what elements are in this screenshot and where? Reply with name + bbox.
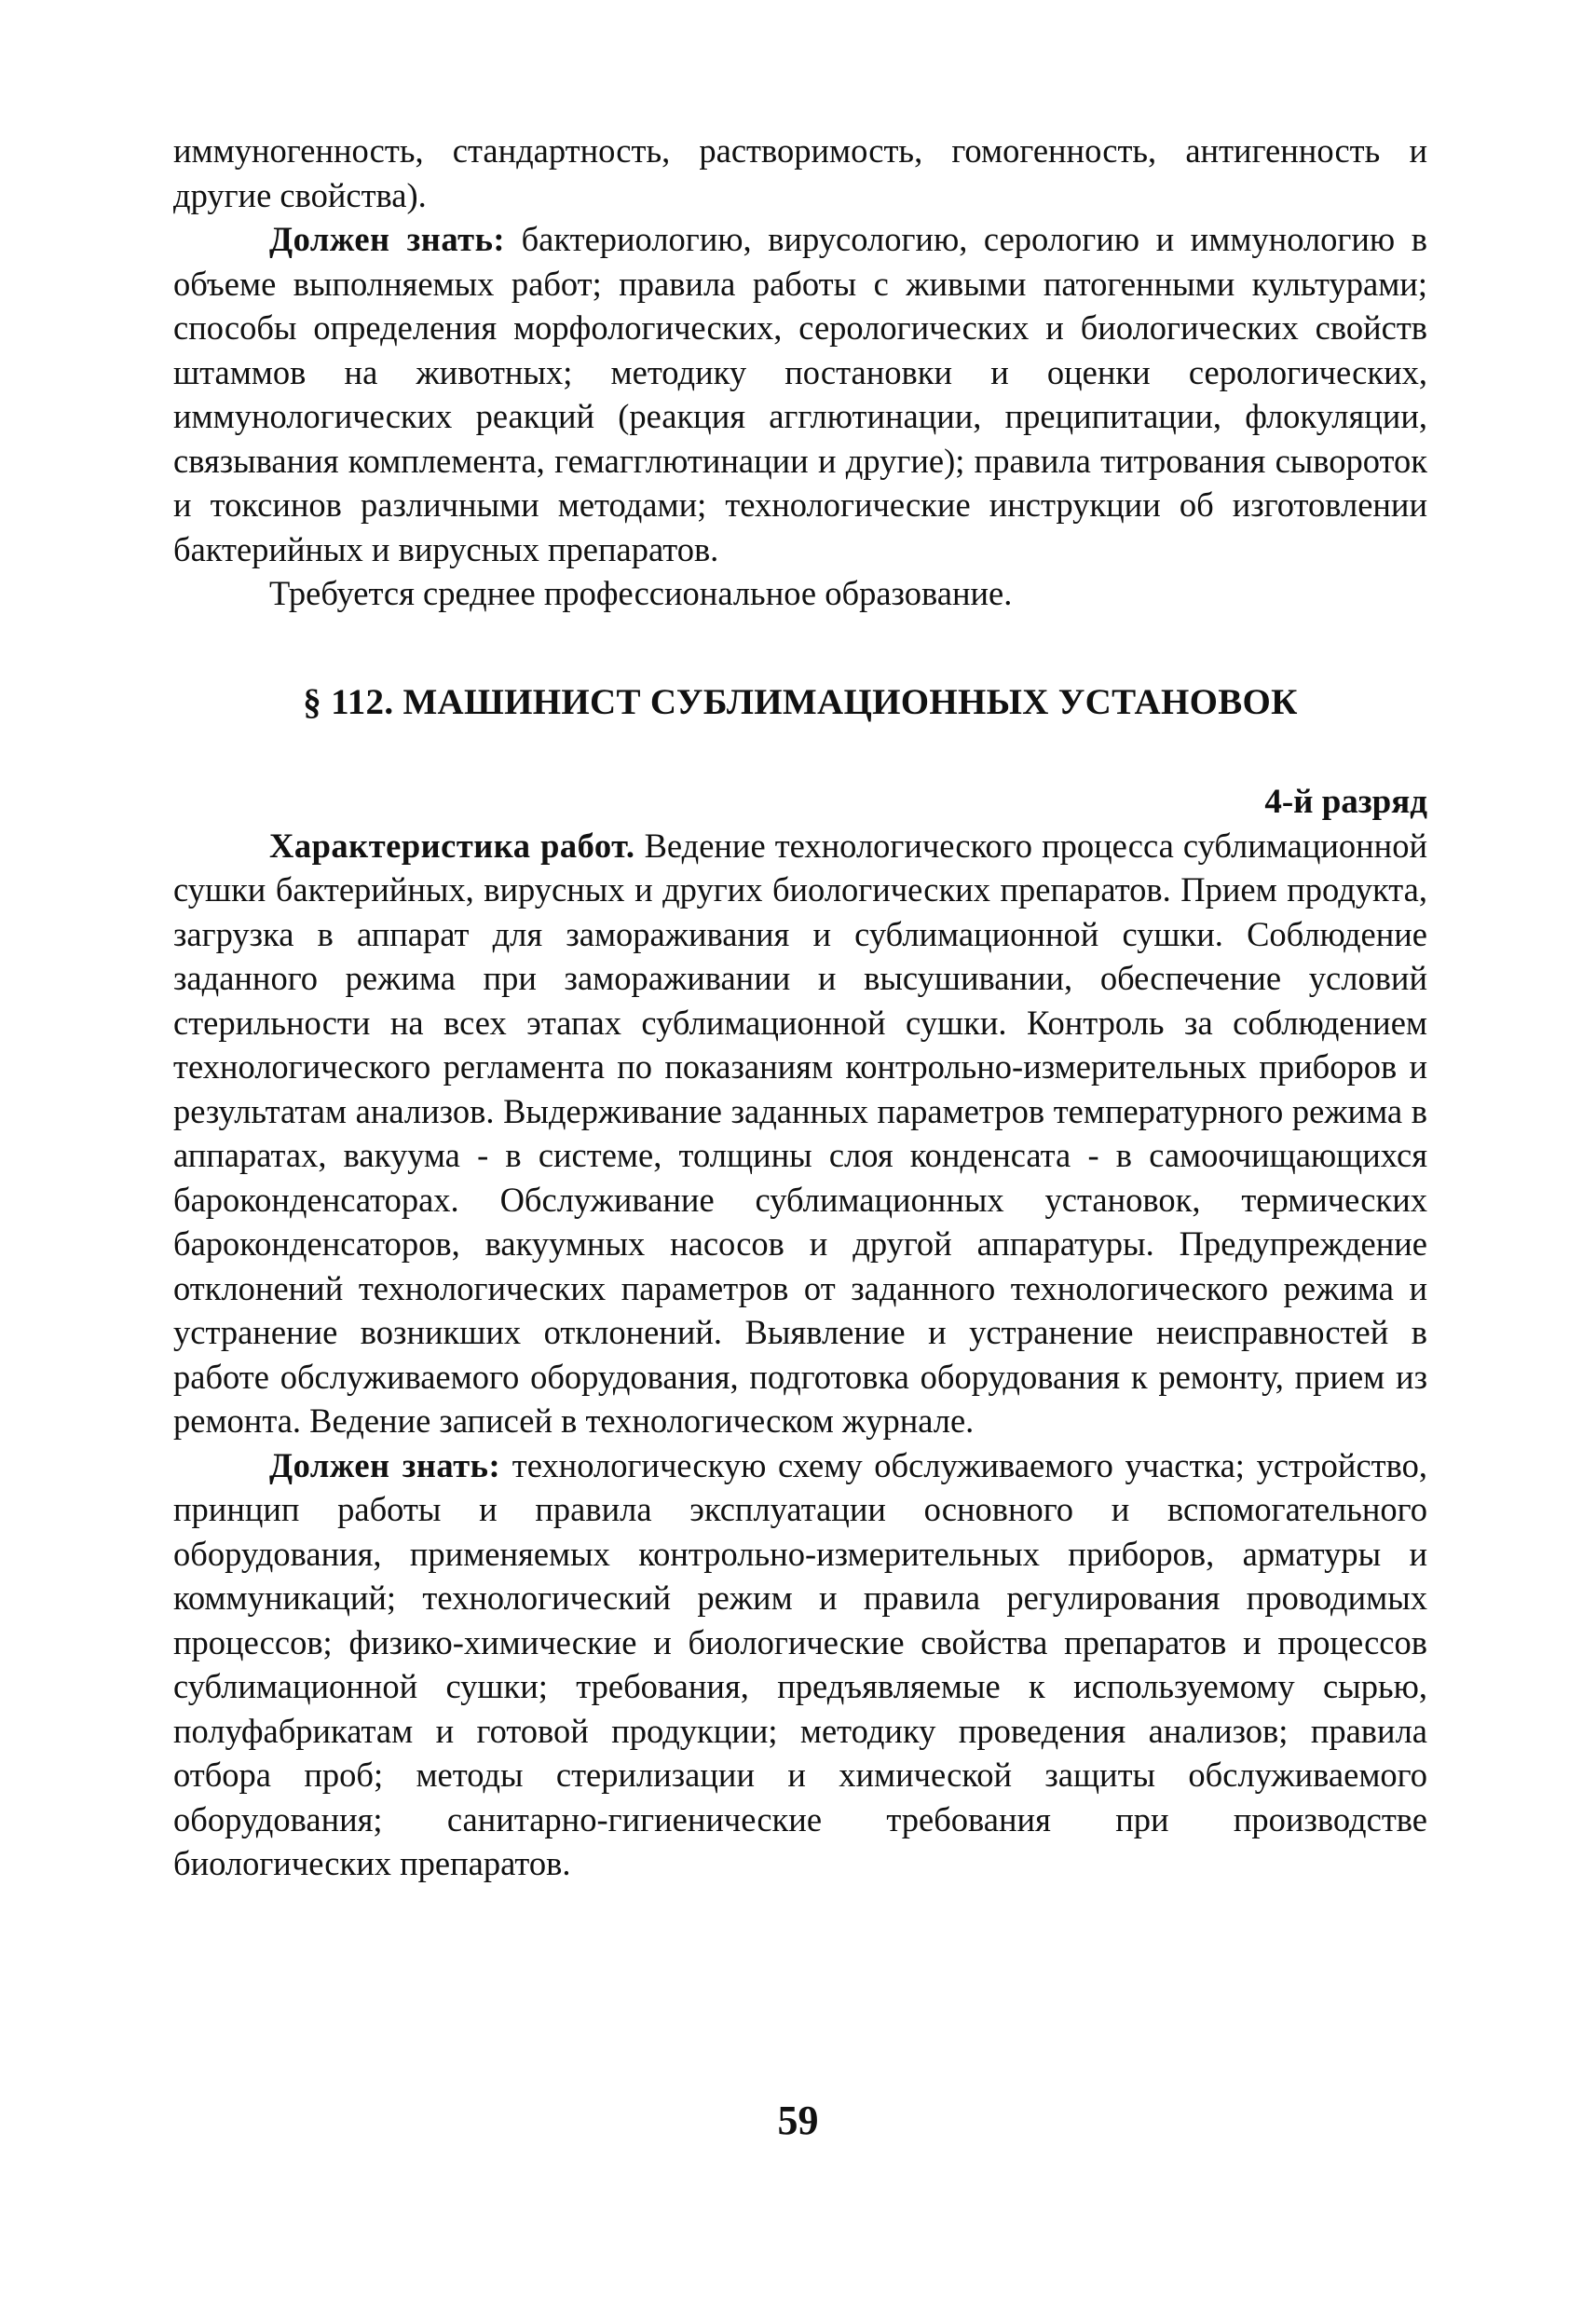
work-characteristics-text: Ведение технологического процесса сублимационной сушки бактерийных, вирусных и других биологических препаратов. Прием продукта, загрузка в аппарат для замораживания и сублимационной сушки. Соблюдение заданного режима при замораживании и высушивании, обеспечение условий стерильности на всех этапах сублимационной сушки. Контроль за соблюдением технологического регламента по показаниям контрольно-измерительных приборов и результатам анализов. Выдерживание заданных параметров температурного режима в аппаратах, вакуума - в системе, толщины слоя конденсата - в самоочищающихся бароконденсаторах. Обслуживание сублимационных установок, термических бароконденсаторов, вакуумных насосов и другой аппаратуры. Предупреждение отклонений технологических параметров от заданного технологического режима и устранение возникших отклонений. Выявление и устранение неисправностей в работе обслуживаемого оборудования, подготовка оборудования к ремонту, прием из ремонта. Ведение записей в технологическом журнале. (173, 826, 1427, 1440)
must-know-text-1: бактериологию, вирусологию, серологию и иммунологию в объеме выполняемых работ; правила работы с живыми патогенными культурами; способы определения морфологических, серологических и биологических свойств штаммов на животных; методику постановки и оценки серологических, иммунологических реакций (реакция агглютинации, преципитации, флокуляции, связывания комплемента, гемагглютинации и другие); правила титрования сывороток и токсинов различными методами; технологические инструкции об изготовлении бактерийных и вирусных препаратов. (173, 220, 1427, 568)
page-content (173, 129, 1427, 1886)
must-know-paragraph-2 (173, 1443, 1427, 1886)
must-know-label-1: Должен знать: (269, 220, 506, 258)
must-know-label-2: Должен знать: (269, 1445, 501, 1484)
continued-paragraph: иммуногенность, стандартность, растворимость, гомогенность, антигенность и другие свойства). (173, 131, 1427, 214)
section-heading: § 112. МАШИНИСТ СУБЛИМАЦИОННЫХ УСТАНОВОК (303, 681, 1298, 722)
must-know-paragraph-1 (173, 217, 1427, 571)
must-know-text-2: технологическую схему обслуживаемого участка; устройство, принцип работы и правила эксплуатации основного и вспомогательного оборудования, применяемых контрольно-измерительных приборов, арматуры и коммуникаций; технологический режим и правила регулирования проводимых процессов; физико-химические и биологические свойства препаратов и процессов сублимационной сушки; требования, предъявляемые к используемому сырью, полуфабрикатам и готовой продукции; методику проведения анализов; правила отбора проб; методы стерилизации и химической защиты обслуживаемого оборудования; санитарно-гигиенические требования при производстве биологических препаратов. (173, 1445, 1427, 1882)
work-characteristics-label: Характеристика работ. (269, 826, 635, 865)
page-number: 59 (777, 2098, 819, 2143)
grade-label: 4-й разряд (1264, 782, 1427, 821)
education-requirement: Требуется среднее профессиональное образование. (269, 574, 1013, 612)
work-characteristics-paragraph (173, 824, 1427, 1443)
